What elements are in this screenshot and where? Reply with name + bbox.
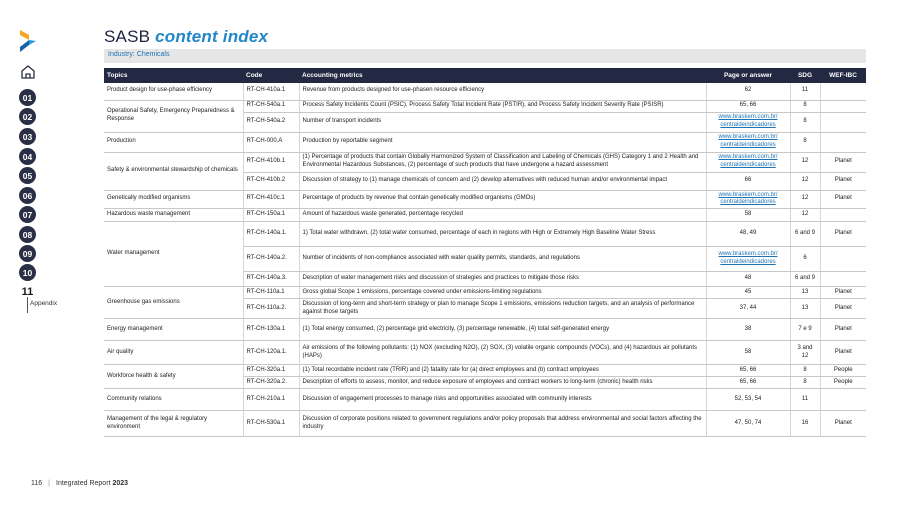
sdg-cell: 11 xyxy=(790,389,820,411)
indicator-center-link[interactable]: www.braskem.com.br/ centraldeindicadores xyxy=(718,191,778,206)
page-cell: 58 xyxy=(706,341,790,365)
page-link-cell[interactable] xyxy=(706,132,790,152)
chapter-09-button[interactable]: 09 xyxy=(19,245,36,262)
footer-divider: | xyxy=(48,480,50,487)
page-cell: 65, 66 xyxy=(706,100,790,112)
table-row xyxy=(104,411,866,437)
wef-cell xyxy=(820,132,866,152)
page-cell: 48, 49 xyxy=(706,222,790,247)
topic-cell: Hazardous waste management xyxy=(104,209,243,222)
sdg-cell: 13 xyxy=(790,299,820,319)
wef-cell: Planet xyxy=(820,411,866,437)
sdg-cell: 12 xyxy=(790,209,820,222)
header-code: Code xyxy=(243,68,299,83)
code-cell: RT-CH-210a.1 xyxy=(243,389,299,411)
wef-cell xyxy=(820,209,866,222)
wef-cell: Planet xyxy=(820,190,866,209)
metric-cell: Description of water management risks and discussion of strategies and practices to mitigate those risks xyxy=(299,272,706,287)
topic-cell: Safety & environmental stewardship of chemicals xyxy=(104,152,243,190)
wef-cell xyxy=(820,83,866,100)
metric-cell: Revenue from products designed for use-phasen resource efficiency xyxy=(299,83,706,100)
wef-cell: Planet xyxy=(820,152,866,172)
page-number: 116 xyxy=(31,480,43,487)
sdg-cell: 8 xyxy=(790,365,820,377)
title-emphasis: content index xyxy=(155,27,269,46)
table-row xyxy=(104,83,866,100)
topic-cell: Water management xyxy=(104,222,243,287)
metric-cell: (1) Total recordable incident rate (TRIR) and (2) fatality rate for (a) direct employees and (b) contract employees xyxy=(299,365,706,377)
table-row xyxy=(104,152,866,172)
table-row xyxy=(104,132,866,152)
page-cell: 65, 66 xyxy=(706,365,790,377)
chapter-11-button[interactable]: 11 xyxy=(19,283,36,300)
metric-cell: Number of transport incidents xyxy=(299,112,706,132)
code-cell: RT-CH-110a.1 xyxy=(243,287,299,299)
wef-cell xyxy=(820,100,866,112)
sdg-cell: 13 xyxy=(790,287,820,299)
page-link-cell[interactable] xyxy=(706,152,790,172)
header-topics: Topics xyxy=(104,68,243,83)
page-cell: 38 xyxy=(706,319,790,341)
wef-cell: Planet xyxy=(820,299,866,319)
sdg-cell: 8 xyxy=(790,377,820,389)
metric-cell: 1) Total water withdrawn, (2) total water consumed, percentage of each in regions with High or Extremely High Baseline Water Stress xyxy=(299,222,706,247)
page-cell: 48 xyxy=(706,272,790,287)
table-header-row xyxy=(104,68,866,83)
table-row xyxy=(104,222,866,247)
sdg-cell: 12 xyxy=(790,190,820,209)
sdg-cell: 6 and 9 xyxy=(790,222,820,247)
page-link-cell[interactable] xyxy=(706,112,790,132)
chapter-02-button[interactable]: 02 xyxy=(19,108,36,125)
topic-cell: Operational Safety, Emergency Preparedness & Response xyxy=(104,100,243,132)
chapter-03-button[interactable]: 03 xyxy=(19,128,36,145)
code-cell: RT-CH-130a.1 xyxy=(243,319,299,341)
code-cell: RT-CH-320a.2. xyxy=(243,377,299,389)
code-cell: RT-CH-000.A xyxy=(243,132,299,152)
sdg-cell: 12 xyxy=(790,152,820,172)
metric-cell: Number of incidents of non-compliance associated with water quality permits, standards, and regulations xyxy=(299,247,706,272)
code-cell: RT-CH-540a.1 xyxy=(243,100,299,112)
code-cell: RT-CH-410b.2 xyxy=(243,172,299,190)
page-cell: 66 xyxy=(706,172,790,190)
sdg-cell: 8 xyxy=(790,132,820,152)
chapter-05-button[interactable]: 05 xyxy=(19,167,36,184)
code-cell: RT-CH-410b.1 xyxy=(243,152,299,172)
report-year: 2023 xyxy=(112,480,129,487)
sdg-cell: 7 e 9 xyxy=(790,319,820,341)
page-cell: 65, 66 xyxy=(706,377,790,389)
wef-cell xyxy=(820,112,866,132)
code-cell: RT-CH-140a.1. xyxy=(243,222,299,247)
wef-cell: Planet xyxy=(820,341,866,365)
topic-cell: Production xyxy=(104,132,243,152)
topic-cell: Community relations xyxy=(104,389,243,411)
topic-cell: Product design for use-phase efficiency xyxy=(104,83,243,100)
page-title xyxy=(104,27,268,47)
wef-cell xyxy=(820,247,866,272)
topic-cell: Genetically modified organisms xyxy=(104,190,243,209)
wef-cell: Planet xyxy=(820,222,866,247)
sdg-cell: 16 xyxy=(790,411,820,437)
code-cell: RT-CH-320a.1 xyxy=(243,365,299,377)
wef-cell: Planet xyxy=(820,319,866,341)
page-cell: 47, 50, 74 xyxy=(706,411,790,437)
header-page: Page or answer xyxy=(706,68,790,83)
metric-cell: Amount of hazardous waste generated, percentage recycled xyxy=(299,209,706,222)
appendix-label: Appendix xyxy=(30,300,58,307)
chapter-01-button[interactable]: 01 xyxy=(19,89,36,106)
sdg-cell: 6 and 9 xyxy=(790,272,820,287)
chapter-07-button[interactable]: 07 xyxy=(19,206,36,223)
topic-cell: Management of the legal & regulatory environment xyxy=(104,411,243,437)
metric-cell: Process Safety Incidents Count (PSIC), Process Safety Total Incident Rate (PSTIR), and Process Safety Incident Severity Rate (PSISR) xyxy=(299,100,706,112)
wef-cell xyxy=(820,389,866,411)
code-cell: RT-CH-410c.1 xyxy=(243,190,299,209)
chapter-08-button[interactable]: 08 xyxy=(19,226,36,243)
metric-cell: (1) Percentage of products that contain Globally Harmonized System of Classification and Labeling of Chemicals (GHS) Category 1 and 2 Health and Environmental Hazardous Substances, (2) percentage of such products that have undergone a hazard assessment xyxy=(299,152,706,172)
code-cell: RT-CH-110a.2. xyxy=(243,299,299,319)
topic-cell: Energy management xyxy=(104,319,243,341)
metric-cell: Air emissions of the following pollutants: (1) NOX (excluding N2O), (2) SOX, (3) volatile organic compounds (VOCs), and (4) hazardous air pollutants (HAPs) xyxy=(299,341,706,365)
wef-cell: People xyxy=(820,365,866,377)
header-metrics: Accounting metrics xyxy=(299,68,706,83)
wef-cell: Planet xyxy=(820,172,866,190)
sdg-cell: 8 xyxy=(790,112,820,132)
chapter-06-button[interactable]: 06 xyxy=(19,187,36,204)
table-row xyxy=(104,341,866,365)
chapter-10-button[interactable]: 10 xyxy=(19,264,36,281)
indicator-center-link[interactable]: www.braskem.com.br/ centraldeindicadores xyxy=(718,134,778,148)
sdg-cell: 8 xyxy=(790,100,820,112)
page-cell: 62 xyxy=(706,83,790,100)
table-row xyxy=(104,319,866,341)
table-row xyxy=(104,190,866,209)
page-cell: 52, 53, 54 xyxy=(706,389,790,411)
table-row xyxy=(104,209,866,222)
table-row xyxy=(104,365,866,377)
code-cell: RT-CH-120a.1. xyxy=(243,341,299,365)
code-cell: RT-CH-140a.3. xyxy=(243,272,299,287)
table-row xyxy=(104,389,866,411)
header-sdg: SDG xyxy=(790,68,820,83)
sdg-cell: 12 xyxy=(790,172,820,190)
table-row xyxy=(104,287,866,299)
metric-cell: Discussion of engagement processes to manage risks and opportunities associated with community interests xyxy=(299,389,706,411)
metric-cell: (1) Total energy consumed, (2) percentage grid electricity, (3) percentage renewable, (4) total self-generated energy xyxy=(299,319,706,341)
topic-cell: Air quality xyxy=(104,341,243,365)
sasb-index-table xyxy=(104,68,866,437)
metric-cell: Discussion of strategy to (1) manage chemicals of concern and (2) develop alternatives with reduced human and/or environmental impact xyxy=(299,172,706,190)
metric-cell: Description of efforts to assess, monitor, and reduce exposure of employees and contract workers to long-term (chronic) health risks xyxy=(299,377,706,389)
page-link-cell[interactable] xyxy=(706,247,790,272)
report-name: Integrated Report xyxy=(56,480,111,487)
wef-cell: People xyxy=(820,377,866,389)
page-cell: 45 xyxy=(706,287,790,299)
metric-cell: Percentage of products by revenue that contain genetically modified organisms (GMOs) xyxy=(299,190,706,209)
wef-cell: Planet xyxy=(820,287,866,299)
home-icon[interactable] xyxy=(20,64,36,80)
page-cell: 58 xyxy=(706,209,790,222)
sdg-cell: 3 and 12 xyxy=(790,341,820,365)
code-cell: RT-CH-150a.1 xyxy=(243,209,299,222)
indicator-center-link[interactable]: www.braskem.com.br/ centraldeindicadores xyxy=(718,251,778,266)
code-cell: RT-CH-140a.2. xyxy=(243,247,299,272)
code-cell: RT-CH-410a.1 xyxy=(243,83,299,100)
title-plain: SASB xyxy=(104,27,151,46)
active-chapter-indicator xyxy=(27,297,28,313)
metric-cell: Discussion of long-term and short-term strategy or plan to manage Scope 1 emissions, emissions reduction targets, and an analysis of performance against those targets xyxy=(299,299,706,319)
code-cell: RT-CH-530a.1 xyxy=(243,411,299,437)
header-wef: WEF-IBC xyxy=(820,68,866,83)
page-cell: 37, 44 xyxy=(706,299,790,319)
metric-cell: Discussion of corporate positions related to government regulations and/or policy proposals that address environmental and social factors affecting the industry xyxy=(299,411,706,437)
braskem-logo-icon[interactable] xyxy=(20,30,36,52)
chapter-04-button[interactable]: 04 xyxy=(19,148,36,165)
page-link-cell[interactable] xyxy=(706,190,790,209)
metric-cell: Production by reportable segment xyxy=(299,132,706,152)
table-row xyxy=(104,100,866,112)
indicator-center-link[interactable]: www.braskem.com.br/ centraldeindicadores xyxy=(718,114,778,128)
industry-label: Industry: Chemicals xyxy=(104,49,866,63)
indicator-center-link[interactable]: www.braskem.com.br/ centraldeindicadores xyxy=(718,154,778,168)
topic-cell: Workforce health & safety xyxy=(104,365,243,389)
sidebar-nav xyxy=(0,0,60,507)
topic-cell: Greenhouse gas emissions xyxy=(104,287,243,319)
sdg-cell: 11 xyxy=(790,83,820,100)
wef-cell xyxy=(820,272,866,287)
code-cell: RT-CH-540a.2 xyxy=(243,112,299,132)
metric-cell: Gross global Scope 1 emissions, percentage covered under emissions-limiting regulations xyxy=(299,287,706,299)
sdg-cell: 6 xyxy=(790,247,820,272)
page-footer xyxy=(31,480,128,487)
